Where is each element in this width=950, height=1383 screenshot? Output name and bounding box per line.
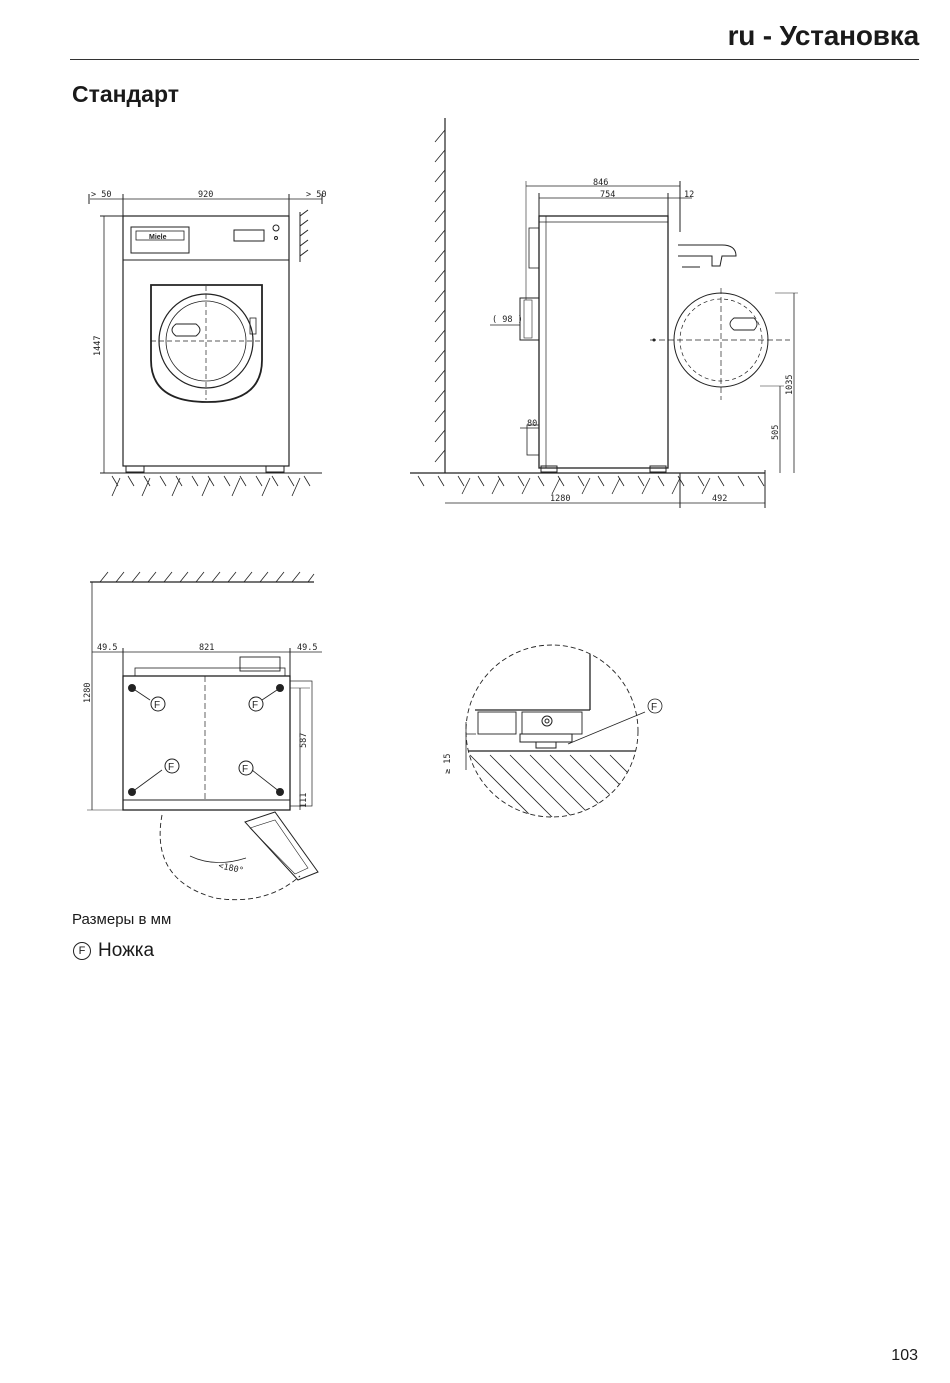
side-view-diagram (405, 115, 805, 515)
foot-marker-3: F (168, 762, 175, 773)
dim-hinge-height: 1035 (785, 374, 795, 395)
dim-body: 754 (600, 190, 616, 200)
dim-door: 492 (712, 494, 728, 504)
dim-protrusion: 12 (684, 190, 695, 200)
dim-door-bottom: 505 (771, 424, 781, 440)
dim-depth: 1280 (83, 682, 93, 703)
dim-overall: 846 (593, 178, 609, 188)
dim-handle: ( 98 ) (492, 315, 523, 325)
dim-right: 49.5 (297, 643, 318, 653)
dim-left-clearance: > 50 (91, 190, 112, 200)
units-note: Размеры в мм (72, 911, 172, 928)
dim-clearance: ≥ 15 (443, 753, 453, 774)
foot-detail-diagram (435, 630, 675, 820)
page-header-title: ru - Установка (727, 20, 919, 51)
dim-left: 49.5 (97, 643, 118, 653)
dim-middle: 821 (199, 643, 215, 653)
dim-right-clearance: > 50 (306, 190, 327, 200)
top-view-diagram (80, 565, 325, 885)
dim-foot-spacing: 587 (299, 732, 309, 748)
foot-marker-4: F (242, 764, 249, 775)
foot-marker-2: F (252, 700, 259, 711)
detail-foot-marker: F (651, 702, 658, 713)
dim-height: 1447 (93, 335, 103, 356)
page-number: 103 (891, 1347, 918, 1364)
dim-depth-clearance: 1280 (550, 494, 571, 504)
dim-foot: 80 (527, 419, 538, 429)
brand-logo: Miele (149, 234, 167, 241)
legend (73, 940, 154, 962)
section-title: Стандарт (72, 81, 179, 107)
dim-width: 920 (198, 190, 214, 200)
legend-label: Ножка (98, 940, 155, 961)
dim-swing: <180° (217, 861, 245, 877)
foot-marker-1: F (154, 700, 161, 711)
front-view-diagram (80, 180, 330, 510)
legend-marker: F (73, 942, 91, 960)
dim-rear: 111 (299, 792, 309, 808)
header-rule (70, 59, 919, 60)
